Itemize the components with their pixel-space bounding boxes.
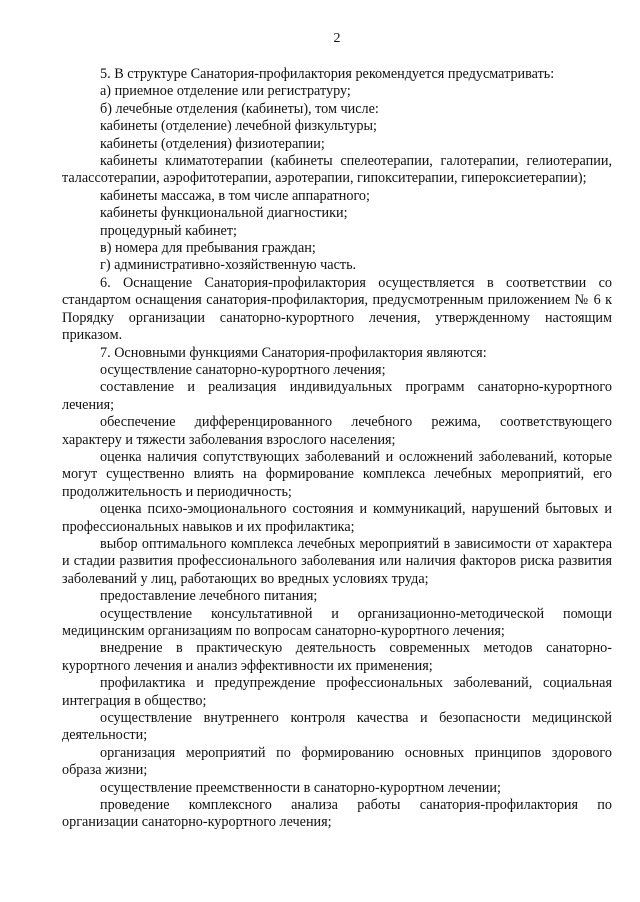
function-item: организация мероприятий по формированию основных принципов здорового образа жизни; (62, 744, 612, 779)
function-item: осуществление преемственности в санаторно-курортном лечении; (100, 779, 501, 796)
function-item: оценка психо-эмоционального состояния и коммуникаций, нарушений бытовых и профессиональных навыков и их профилактика; (62, 501, 612, 535)
list-item-b: б) лечебные отделения (кабинеты), том числе: (100, 100, 379, 117)
list-item-v: в) номера для пребывания граждан; (100, 240, 316, 257)
list-item: кабинеты функциональной диагностики; (100, 205, 348, 222)
function-item: оценка наличия сопутствующих заболеваний и осложнений заболеваний, которые могут существенно влиять на формирование комплекса лечебных мероприятий, его продолжительность и периодичность; (62, 448, 612, 500)
function-item: обеспечение дифференцированного лечебного режима, соответствующего характеру и тяжести заболевания взрослого населения; (62, 414, 612, 448)
function-item: проведение комплексного анализа работы санатория-профилактория по организации санаторно-курортного лечения; (62, 797, 612, 831)
function-item: предоставление лечебного питания; (100, 588, 318, 605)
section-6-paragraph: 6. Оснащение Санатория-профилактория осуществляется в соответствии со стандартом оснащения санатория-профилактория, предусмотренным приложением № 6 к Порядку организации санаторно-курортного лечения, утвержденному настоящим приказом. (62, 274, 612, 344)
list-item: кабинеты (отделения) физиотерапии; (100, 135, 325, 152)
list-item: кабинеты (отделение) лечебной физкультуры; (100, 118, 377, 135)
function-item: осуществление санаторно-курортного лечения; (100, 361, 386, 378)
function-item: осуществление консультативной и организационно-методической помощи медицинским организациям по вопросам санаторно-курортного лечения; (62, 605, 612, 639)
list-item-g: г) административно-хозяйственную часть. (100, 257, 357, 274)
list-item: процедурный кабинет; (100, 222, 237, 239)
page-number: 2 (333, 31, 341, 46)
section-7-heading: 7. Основными функциями Санатория-профилактория являются: (100, 344, 487, 361)
function-item: выбор оптимального комплекса лечебных мероприятий в зависимости от характера и стадии развития профессионального заболевания или наличия факторов риска развития заболеваний у лиц, работающих во вредных условиях труда; (62, 535, 612, 587)
function-item: составление и реализация индивидуальных программ санаторно-курортного лечения; (62, 379, 612, 413)
list-item: кабинеты массажа, в том числе аппаратного; (100, 187, 370, 204)
document-body (62, 66, 612, 832)
function-item: профилактика и предупреждение профессиональных заболеваний, социальная интеграция в общество; (62, 675, 612, 709)
function-item: осуществление внутреннего контроля качества и безопасности медицинской деятельности; (62, 710, 612, 744)
list-item-a: а) приемное отделение или регистратуру; (100, 83, 351, 100)
function-item: внедрение в практическую деятельность современных методов санаторно-курортного лечения и анализ эффективности их применения; (62, 640, 612, 674)
document-page (62, 30, 612, 832)
list-item: кабинеты климатотерапии (кабинеты спелеотерапии, галотерапии, гелиотерапии, талассотерапии, аэрофитотерапии, аэротерапии, гипокситерапии, гипероксиетерапии); (62, 153, 612, 187)
section-5-heading: 5. В структуре Санатория-профилактория рекомендуется предусматривать: (100, 66, 555, 82)
